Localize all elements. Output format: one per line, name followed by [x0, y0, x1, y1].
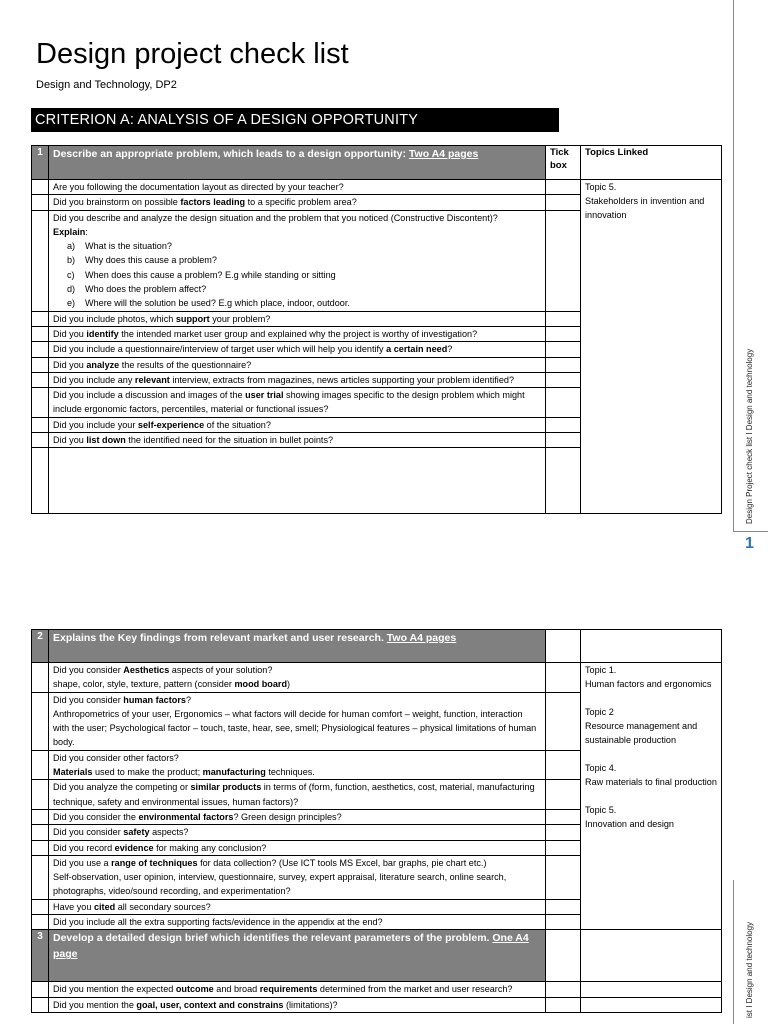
tick-box[interactable] [546, 195, 581, 210]
checklist-question: Are you following the documentation layout as directed by your teacher? [49, 180, 546, 195]
tick-box[interactable] [546, 692, 581, 750]
tick-box-header: Tick box [546, 146, 581, 180]
checklist-question: Did you analyze the results of the questionnaire? [49, 357, 546, 372]
checklist-question: Did you include your self-experience of the situation? [49, 417, 546, 432]
checklist-question: Did you include all the extra supporting facts/evidence in the appendix at the end? [49, 915, 546, 930]
section-heading: Develop a detailed design brief which identifies the relevant parameters of the problem. One A4 page [49, 930, 546, 982]
checklist-question: Did you consider the environmental factors? Green design principles? [49, 809, 546, 824]
checklist-question: Did you consider safety aspects? [49, 825, 546, 840]
document-title: Design project check list [36, 38, 349, 70]
tick-box[interactable] [546, 840, 581, 855]
checklist-question: Did you mention the expected outcome and broad requirements determined from the market and user research? [49, 982, 546, 997]
section-heading: Describe an appropriate problem, which leads to a design opportunity: Two A4 pages [49, 146, 546, 180]
sidebar-divider [733, 880, 734, 1024]
checklist-question: Did you include any relevant interview, extracts from magazines, news articles supporting your problem identified? [49, 372, 546, 387]
tick-box[interactable] [546, 750, 581, 780]
tick-box[interactable] [546, 663, 581, 693]
section-heading-link: Two A4 pages [386, 632, 457, 644]
topics-linked-header: Topics Linked [581, 146, 722, 180]
section-number: 2 [32, 630, 49, 663]
checklist-question: Did you identify the intended market user group and explained why the project is worthy of investigation? [49, 326, 546, 341]
tick-box[interactable] [546, 997, 581, 1012]
checklist-row [32, 180, 722, 195]
running-header: ist I Design and technology [745, 921, 754, 1018]
list-item: c) When does this cause a problem? E.g while standing or sitting [67, 269, 336, 280]
tick-box[interactable] [546, 855, 581, 899]
tick-box[interactable] [546, 357, 581, 372]
list-item: a) What is the situation? [67, 241, 172, 252]
document-subtitle: Design and Technology, DP2 [36, 79, 177, 91]
tick-box[interactable] [546, 388, 581, 418]
section-heading-link: One A4 page [53, 932, 529, 961]
running-header: Design Project check list I Design and technology [745, 348, 754, 524]
page-number: 1 [745, 535, 754, 552]
section-number: 1 [32, 146, 49, 180]
list-item: e) Where will the solution be used? E.g which place, indoor, outdoor. [67, 298, 350, 309]
tick-box[interactable] [546, 982, 581, 997]
checklist-question: Did you brainstorm on possible factors leading to a specific problem area? [49, 195, 546, 210]
checklist-row [32, 663, 722, 693]
section-2-header-row [32, 630, 722, 663]
checklist-question: Have you cited all secondary sources? [49, 899, 546, 914]
page-number-rule [733, 531, 768, 532]
checklist-row [32, 997, 722, 1012]
tick-box[interactable] [546, 326, 581, 341]
tick-box[interactable] [546, 899, 581, 914]
checklist-question: Did you mention the goal, user, context and constrains (limitations)? [49, 997, 546, 1012]
checklist-question: Did you describe and analyze the design situation and the problem that you noticed (Constructive Discontent)? Explain: a) What is the situation? b) Why does this cause a problem? c) When does this cause a problem? E.g while standing or sitting d) Who does the problem affect? e) Where will the solution be used? E.g which place, indoor, outdoor. [49, 210, 546, 311]
list-item: d) Who does the problem affect? [67, 284, 207, 295]
tick-box[interactable] [546, 448, 581, 514]
section-heading: Explains the Key findings from relevant market and user research. Two A4 pages [49, 630, 546, 663]
tick-box[interactable] [546, 342, 581, 357]
checklist-row [32, 982, 722, 997]
checklist-question: Did you consider Aesthetics aspects of your solution? shape, color, style, texture, pattern (consider mood board) [49, 663, 546, 693]
tick-box[interactable] [546, 311, 581, 326]
tick-box[interactable] [546, 417, 581, 432]
section-number: 3 [32, 930, 49, 982]
checklist-question: Did you include photos, which support your problem? [49, 311, 546, 326]
checklist-question: Did you list down the identified need for the situation in bullet points? [49, 433, 546, 448]
tick-box[interactable] [546, 780, 581, 810]
section-1-header-row [32, 146, 722, 180]
tick-box[interactable] [546, 915, 581, 930]
section-heading-link: Two A4 pages [408, 148, 479, 160]
topics-linked-cell: Topic 1. Human factors and ergonomics Topic 2 Resource management and sustainable production Topic 4. Raw materials to final production Topic 5. Innovation and design [581, 663, 722, 930]
checklist-question: Did you consider other factors? Materials used to make the product; manufacturing techniques. [49, 750, 546, 780]
checklist-question: Did you consider human factors? Anthropometrics of your user, Ergonomics – what factors will decide for human comfort – weight, function, interaction with the user; Psychological factor – touch, taste, hear, see, smell; Physiological features – physical limitations of human body. [49, 692, 546, 750]
sub-question-list [53, 239, 541, 310]
tick-box[interactable] [546, 825, 581, 840]
checklist-question: Did you record evidence for making any conclusion? [49, 840, 546, 855]
section-3-header-row [32, 930, 722, 982]
sidebar-divider [733, 0, 734, 531]
section-2-table [31, 629, 722, 1013]
checklist-question: Did you use a range of techniques for data collection? (Use ICT tools MS Excel, bar graphs, pie chart etc.) Self-observation, user opinion, interview, questionnaire, survey, expert appraisal, literature search, online search, photographs, video/sound recording, and experimentation? [49, 855, 546, 899]
checklist-question: Did you include a discussion and images of the user trial showing images specific to the design problem which might include ergonomic factors, percentiles, material or functional issues? [49, 388, 546, 418]
tick-box[interactable] [546, 180, 581, 195]
checklist-question: Did you include a questionnaire/interview of target user which will help you identify a certain need? [49, 342, 546, 357]
criterion-banner: CRITERION A: ANALYSIS OF A DESIGN OPPORTUNITY [31, 108, 559, 132]
list-item: b) Why does this cause a problem? [67, 255, 217, 266]
topics-linked-cell: Topic 5. Stakeholders in invention and innovation [581, 180, 722, 514]
section-1-table [31, 145, 722, 514]
tick-box[interactable] [546, 433, 581, 448]
tick-box[interactable] [546, 210, 581, 311]
tick-box[interactable] [546, 809, 581, 824]
tick-box[interactable] [546, 372, 581, 387]
notes-cell[interactable] [49, 448, 546, 514]
checklist-question: Did you analyze the competing or similar products in terms of (form, function, aesthetics, cost, material, manufacturing technique, safety and environmental issues, human factors)? [49, 780, 546, 810]
